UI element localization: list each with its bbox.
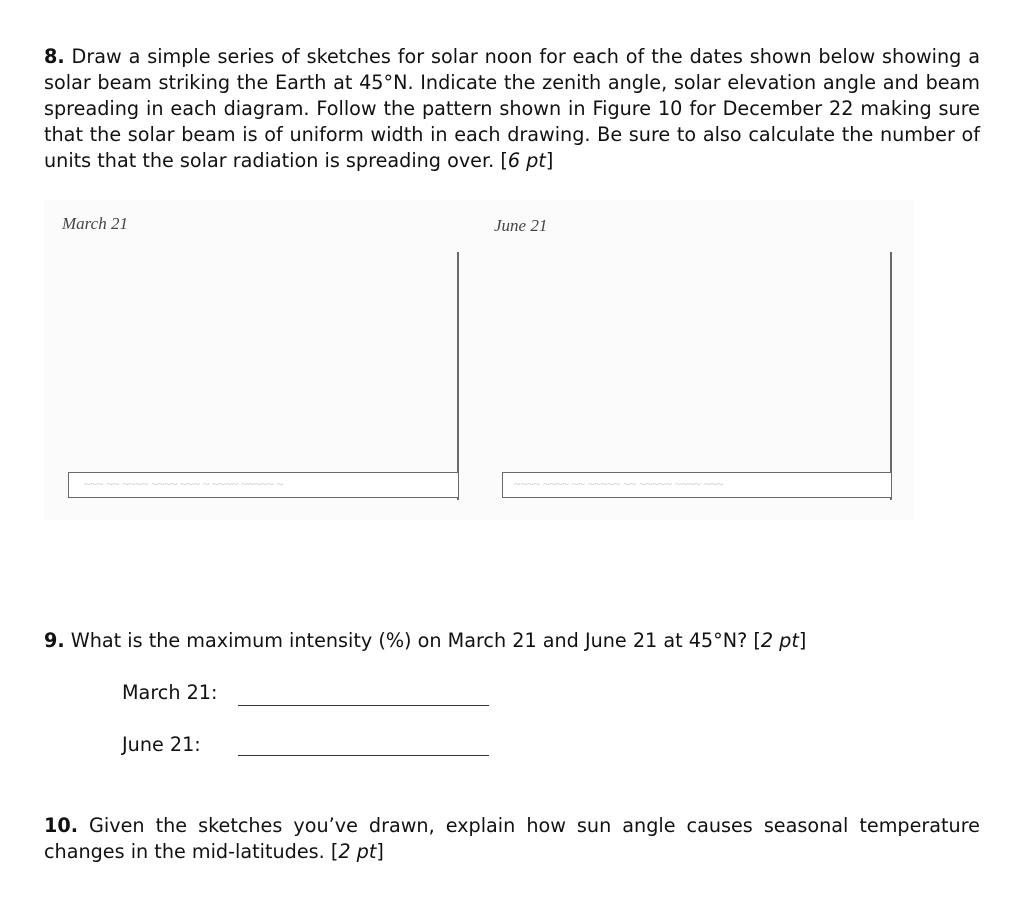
question-9-number: 9. <box>44 629 65 652</box>
march-panel-vertical-line <box>457 252 459 500</box>
question-10-points: 2 pt <box>338 840 377 863</box>
sketch-figure <box>44 200 914 520</box>
question-8-points: 6 pt <box>507 149 546 172</box>
question-9-text: What is the maximum intensity (%) on March 21 and June 21 at 45°N? <box>70 629 748 652</box>
june-21-answer-line[interactable] <box>238 755 489 756</box>
june-21-answer-label: June 21: <box>122 733 201 756</box>
question-10-number: 10. <box>44 814 78 837</box>
march-bleed-through-text: ~~~ ~~ ~~~~ ~~~~ ~~~ ~ ~~~~ ~~~~~ ~ <box>84 477 284 491</box>
question-10: 10. Given the sketches you’ve drawn, explain how sun angle causes seasonal temperature changes in the mid-latitudes. [2 pt] <box>44 814 980 863</box>
question-10-text: Given the sketches you’ve drawn, explain how sun angle causes seasonal temperature changes in the mid-latitudes. <box>44 814 980 863</box>
june-bleed-through-text: ~~~~ ~~~~ ~~ ~~~~~ ~~ ~~~~~ ~~~~ ~~~ <box>514 477 724 491</box>
question-8-text: Draw a simple series of sketches for solar noon for each of the dates shown below showing a solar beam striking the Earth at 45°N. Indicate the zenith angle, solar elevation angle and beam spreading in each diagram. Follow the pattern shown in Figure 10 for December 22 making sure that the solar beam is of uniform width in each drawing. Be sure to also calculate the number of units that the solar radiation is spreading over. <box>44 45 980 172</box>
march-21-answer-label: March 21: <box>122 681 218 704</box>
june-panel-vertical-line <box>890 252 892 500</box>
june-21-label: June 21 <box>494 216 548 235</box>
march-21-answer-line[interactable] <box>238 705 489 706</box>
question-9: 9. What is the maximum intensity (%) on March 21 and June 21 at 45°N? [2 pt] <box>44 629 807 652</box>
question-8-number: 8. <box>44 45 65 68</box>
question-8: 8. Draw a simple series of sketches for solar noon for each of the dates shown below showing a solar beam striking the Earth at 45°N. Indicate the zenith angle, solar elevation angle and beam spreading in each diagram. Follow the pattern shown in Figure 10 for December 22 making sure that the solar beam is of uniform width in each drawing. Be sure to also calculate the number of units that the solar radiation is spreading over. [6 pt] <box>44 45 980 172</box>
march-21-label: March 21 <box>62 214 128 233</box>
question-9-points: 2 pt <box>760 629 799 652</box>
